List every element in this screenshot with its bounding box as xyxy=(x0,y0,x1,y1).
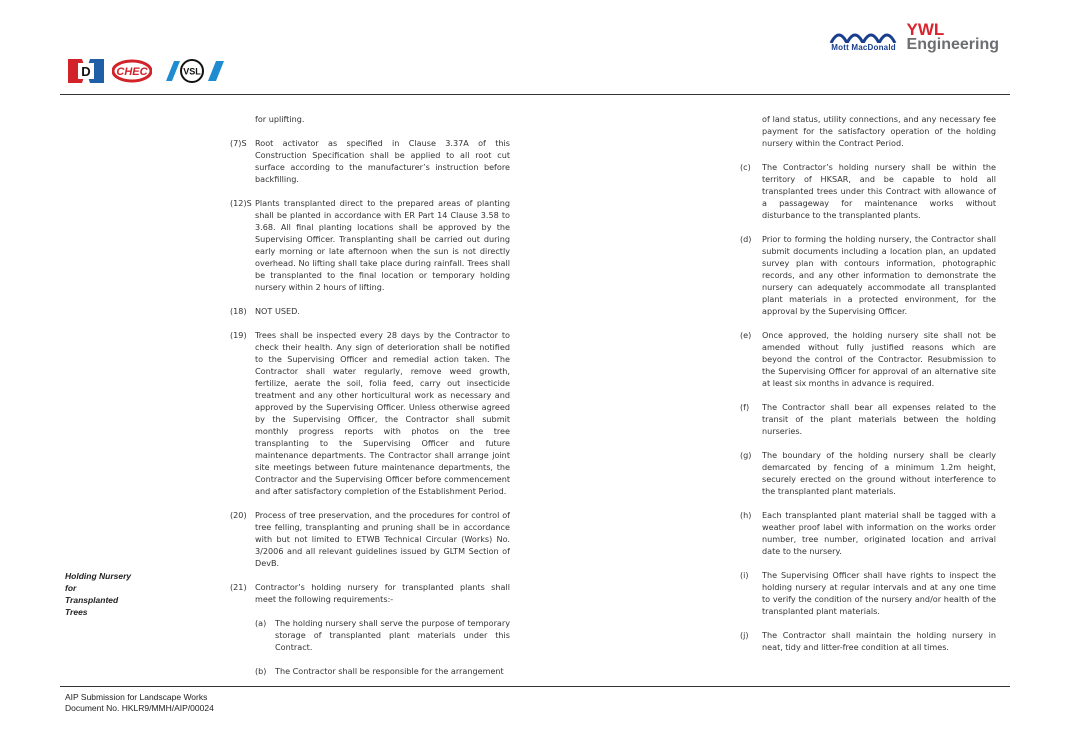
page-footer xyxy=(65,692,214,714)
clause-item xyxy=(230,305,510,317)
footer-divider xyxy=(60,686,1010,687)
side-heading-line: Holding Nursery xyxy=(65,571,132,581)
sub-clause-text: The Contractor shall bear all expenses related to the transit of the plant materials between the holding nurseries. xyxy=(762,402,996,436)
clause-item xyxy=(230,581,510,605)
clause-number: (18) xyxy=(230,306,247,316)
sub-clause-letter: (e) xyxy=(740,330,752,340)
ywl-engineering-logo xyxy=(907,22,999,52)
left-column xyxy=(230,113,510,689)
clause-text: Plants transplanted direct to the prepared areas of planting shall be planted in accordance with ER Part 14 Clause 3.58 to 3.68. All final planting locations shall be approved by the Supervising Officer. Transplanting shall be carried out during early morning or late afternoon when the sun is not directly overhead. No lifting shall take place during rainfall. Trees shall be transplanted to the final location or temporary holding nursery within 2 hours of lifting. xyxy=(255,198,510,292)
dragages-logo xyxy=(68,59,104,83)
ywl-logo-text: YWL xyxy=(906,20,945,39)
sub-clause-letter: (d) xyxy=(740,234,752,244)
sub-clause-text: The Contractor shall be responsible for the arrangement xyxy=(275,666,504,676)
sub-clause-letter: (c) xyxy=(740,162,751,172)
clause-text: Trees shall be inspected every 28 days by the Contractor to check their health. Any sign of deterioration shall be notified to the Supervising Officer and remedial action taken. The Contractor shall water regularly, remove weed growth, fertilize, aerate the soil, folia feed, carry out insecticide treatment and any other horticultural work as necessary and approved by the Supervising Officer. Unless otherwise agreed by the Supervising Officer, the Contractor shall submit monthly progress reports with photos on the tree transplanting to the Supervising Officer and future maintenance departments. The Contractor shall arrange joint site meetings between future maintenance departments, the Contractor and the Supervising Officer before commencement and after satisfactory completion of the Establishment Period. xyxy=(255,330,510,496)
side-heading xyxy=(65,570,155,618)
clause-number: (21) xyxy=(230,582,247,592)
sub-clause-text: The Contractor shall maintain the holding nursery in neat, tidy and litter-free condition at all times. xyxy=(762,630,996,652)
contractor-logos xyxy=(68,58,224,84)
continuation-text: for uplifting. xyxy=(255,114,305,124)
clause-number: (19) xyxy=(230,330,247,340)
sub-clause-item xyxy=(740,329,996,389)
consultant-logos xyxy=(829,22,999,52)
sub-clause-letter: (i) xyxy=(740,570,749,580)
sub-clause-text: The Contractor’s holding nursery shall be within the territory of HKSAR, and be capable to hold all transplanted trees under this Contract with allowance of a passageway for maintenance works without disturbance to the transplanted plants. xyxy=(762,162,996,220)
sub-clause-item xyxy=(255,665,510,677)
clause-item xyxy=(230,509,510,569)
clause-item xyxy=(230,197,510,293)
vsl-logo-text: VSL xyxy=(183,66,201,77)
clause-text: NOT USED. xyxy=(255,306,300,316)
clause-number: (12)S xyxy=(230,198,252,208)
sub-clause-text: The Supervising Officer shall have rights to inspect the holding nursery at regular intervals and at any one time to verify the condition of the nursery and/or health of the transplanted plant materials. xyxy=(762,570,996,616)
sub-clause-item xyxy=(740,509,996,557)
right-column xyxy=(740,113,996,665)
mott-macdonald-label: Mott MacDonald xyxy=(831,43,896,52)
sub-clause-text: The boundary of the holding nursery shall be clearly demarcated by fencing of a minimum 1.2m height, securely erected on the ground without interference to the transplanted plant materials. xyxy=(762,450,996,496)
clause-text: Contractor’s holding nursery for transplanted plants shall meet the following requirements:- xyxy=(255,582,510,604)
sub-clause-item xyxy=(740,233,996,317)
mott-macdonald-arches-icon xyxy=(829,25,899,43)
continuation-text: of land status, utility connections, and any necessary fee payment for the satisfactory operation of the holding nursery within the Contract Period. xyxy=(762,114,996,148)
sub-clause-text: Each transplanted plant material shall be tagged with a weather proof label with information on the works order number, tree number, originated location and arrival date to the nursery. xyxy=(762,510,996,556)
sub-clause-item xyxy=(255,617,510,653)
sub-clause-item xyxy=(740,569,996,617)
mott-macdonald-logo xyxy=(829,25,899,52)
clause-number: (7)S xyxy=(230,138,247,148)
footer-document-number: Document No. HKLR9/MMH/AIP/00024 xyxy=(65,703,214,713)
chec-logo-text: CHEC xyxy=(116,66,148,78)
clause-item xyxy=(230,329,510,497)
sub-clause-text: Once approved, the holding nursery site shall not be amended without fully justified reasons which are beyond the control of the Contractor. Resubmission to the Supervising Officer for approval of an alternative site at least six months in advance is required. xyxy=(762,330,996,388)
sub-clause-item xyxy=(740,161,996,221)
engineering-logo-text: Engineering xyxy=(906,36,999,53)
dragages-logo-letter: D xyxy=(81,64,91,79)
side-heading-line: for xyxy=(65,583,77,593)
sub-clause-letter: (b) xyxy=(255,666,267,676)
sub-clause-text: The holding nursery shall serve the purpose of temporary storage of transplanted plant materials under this Contract. xyxy=(275,618,510,652)
sub-clause-letter: (f) xyxy=(740,402,750,412)
side-heading-line: Trees xyxy=(65,607,88,617)
clause-text: Root activator as specified in Clause 3.37A of this Construction Specification shall be applied to all root cut surface according to the manufacturer’s instruction before backfilling. xyxy=(255,138,510,184)
sub-clause-letter: (h) xyxy=(740,510,752,520)
clause-text: Process of tree preservation, and the procedures for control of tree felling, transplanting and pruning shall be in accordance with but not limited to ETWB Technical Circular (Works) No. 3/2006 and all relevant guidelines issued by GLTM Section of DevB. xyxy=(255,510,510,568)
footer-title: AIP Submission for Landscape Works xyxy=(65,692,208,702)
sub-clause-text: Prior to forming the holding nursery, the Contractor shall submit documents including a location plan, an updated survey plan with contours information, photographic records, and any other information to demonstrate the nursery can adequately accommodate all transplanted plant materials in a protected environment, for the approval by the Supervising Officer. xyxy=(762,234,996,316)
clause-number: (20) xyxy=(230,510,247,520)
chec-logo xyxy=(112,59,152,83)
vsl-logo xyxy=(160,59,224,83)
side-heading-line: Transplanted xyxy=(65,595,119,605)
clause-item xyxy=(230,137,510,185)
sub-clause-item xyxy=(740,449,996,497)
header-divider xyxy=(60,94,1010,95)
sub-clause-item xyxy=(740,629,996,653)
sub-clause-letter: (a) xyxy=(255,618,267,628)
sub-clause-letter: (j) xyxy=(740,630,749,640)
sub-clause-item xyxy=(740,401,996,437)
sub-clause-letter: (g) xyxy=(740,450,752,460)
